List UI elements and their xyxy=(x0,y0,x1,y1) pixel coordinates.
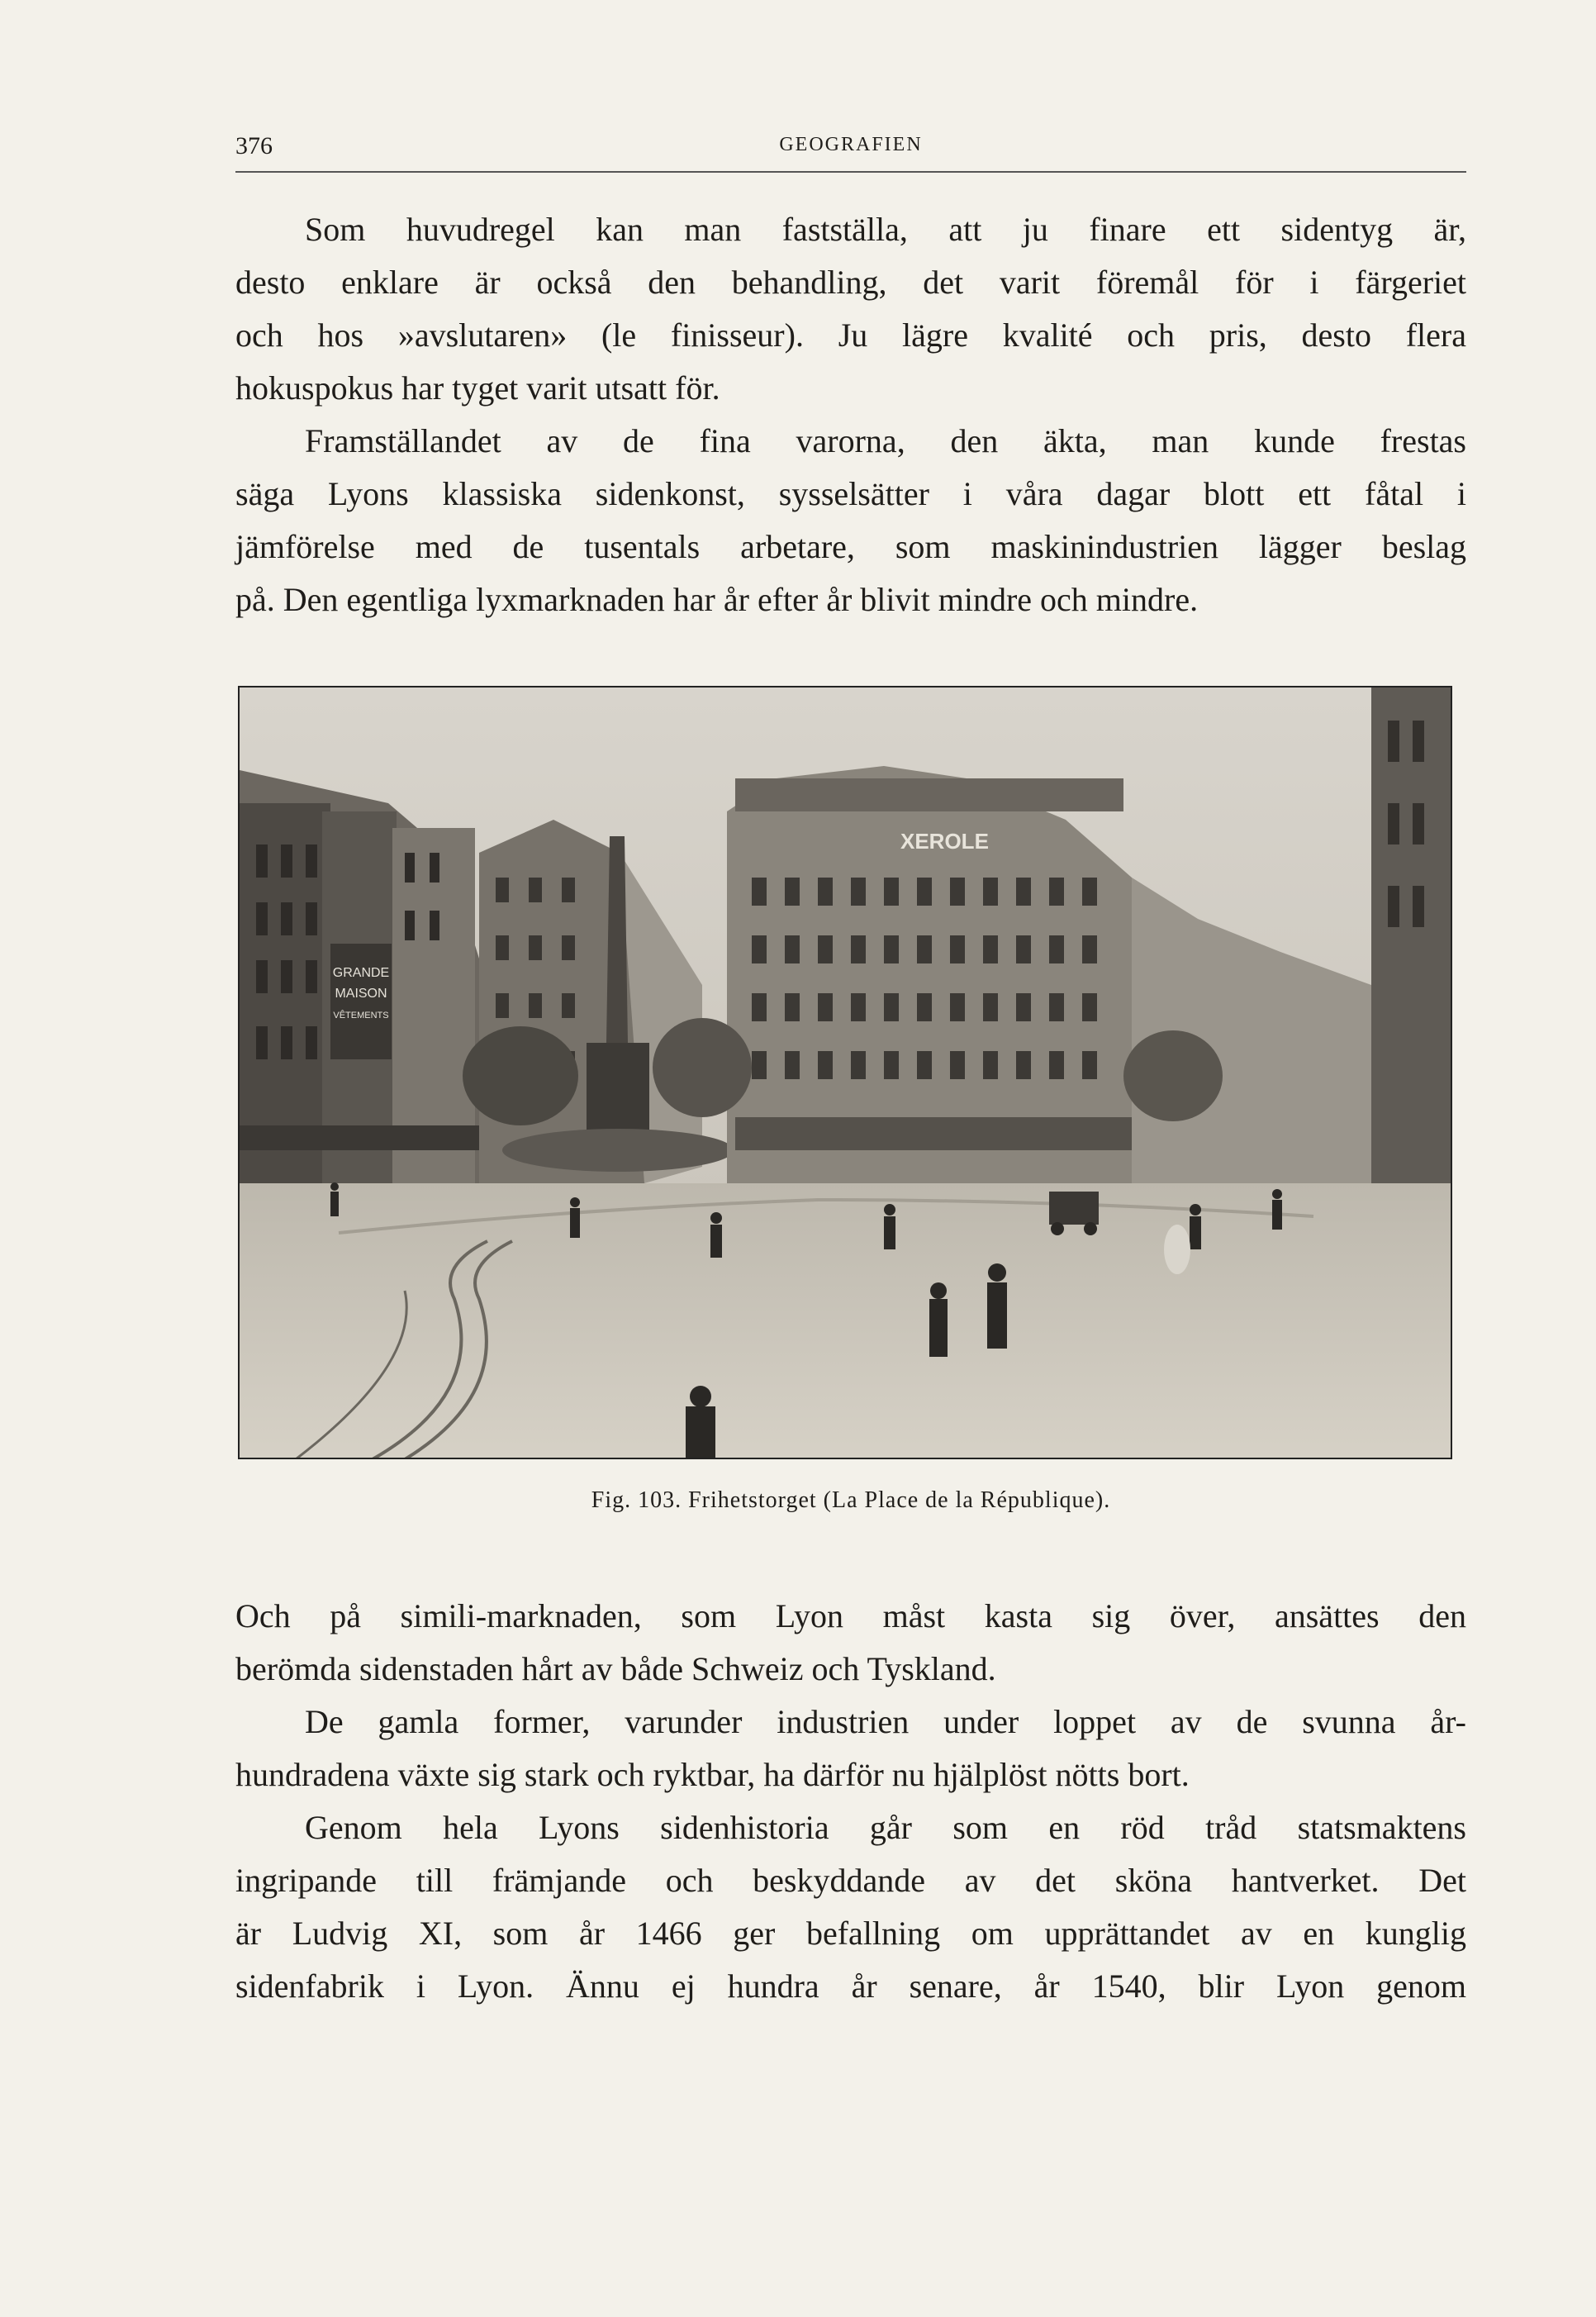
header-rule xyxy=(235,171,1466,173)
text-line: jämförelse med de tusentals arbetare, som maskinindustrien lägger beslag xyxy=(235,528,1466,565)
paragraph-4 xyxy=(235,1696,1466,1801)
text-line: säga Lyons klassiska sidenkonst, sysselsätter i våra dagar blott ett fåtal i xyxy=(235,475,1466,512)
building-sign-text: XEROLE xyxy=(900,829,989,854)
paragraph-5 xyxy=(235,1801,1466,2013)
text-line: sidenfabrik i Lyon. Ännu ej hundra år senare, år 1540, blir Lyon genom xyxy=(235,1967,1466,2005)
text-line: hundradena växte sig stark och ryktbar, ha därför nu hjälplöst nötts bort. xyxy=(235,1756,1190,1793)
text-line: ingripande till främjande och beskyddande av det sköna hantverket. Det xyxy=(235,1862,1466,1899)
shop-sign-text: MAISON xyxy=(335,987,387,1001)
text-line: Framställandet av de fina varorna, den äkta, man kunde frestas xyxy=(305,422,1466,459)
text-line: Och på simili-marknaden, som Lyon måst kasta sig över, ansättes den xyxy=(235,1597,1466,1634)
text-line: hokuspokus har tyget varit utsatt för. xyxy=(235,369,720,407)
text-line: desto enklare är också den behandling, det varit föremål för i färgeriet xyxy=(235,264,1466,301)
paragraph-1 xyxy=(235,203,1466,415)
text-line: Som huvudregel kan man fastställa, att ju finare ett sidentyg är, xyxy=(305,211,1466,248)
paragraph-2 xyxy=(235,415,1466,626)
text-line: på. Den egentliga lyxmarknaden har år efter år blivit mindre och mindre. xyxy=(235,581,1199,618)
page-number: 376 xyxy=(235,132,273,159)
paragraph-3 xyxy=(235,1590,1466,1696)
text-line: är Ludvig XI, som år 1466 ger befallning om upprättandet av en kunglig xyxy=(235,1915,1466,1952)
page-header xyxy=(235,132,1466,165)
shop-sign-text: VÊTEMENTS xyxy=(333,1011,389,1021)
shop-sign-text: GRANDE xyxy=(332,966,390,980)
text-line: och hos »avslutaren» (le finisseur). Ju lägre kvalité och pris, desto flera xyxy=(235,316,1466,354)
running-head: GEOGRAFIEN xyxy=(779,134,923,155)
figure-caption: Fig. 103. Frihetstorget (La Place de la République). xyxy=(591,1487,1111,1513)
text-line: De gamla former, varunder industrien under loppet av de svunna år- xyxy=(305,1703,1466,1740)
text-line: Genom hela Lyons sidenhistoria går som en röd tråd statsmaktens xyxy=(305,1809,1466,1846)
place-de-la-republique-photo xyxy=(240,687,1451,1458)
text-line: berömda sidenstaden hårt av både Schweiz och Tyskland. xyxy=(235,1650,996,1687)
figure-photograph xyxy=(238,686,1452,1459)
